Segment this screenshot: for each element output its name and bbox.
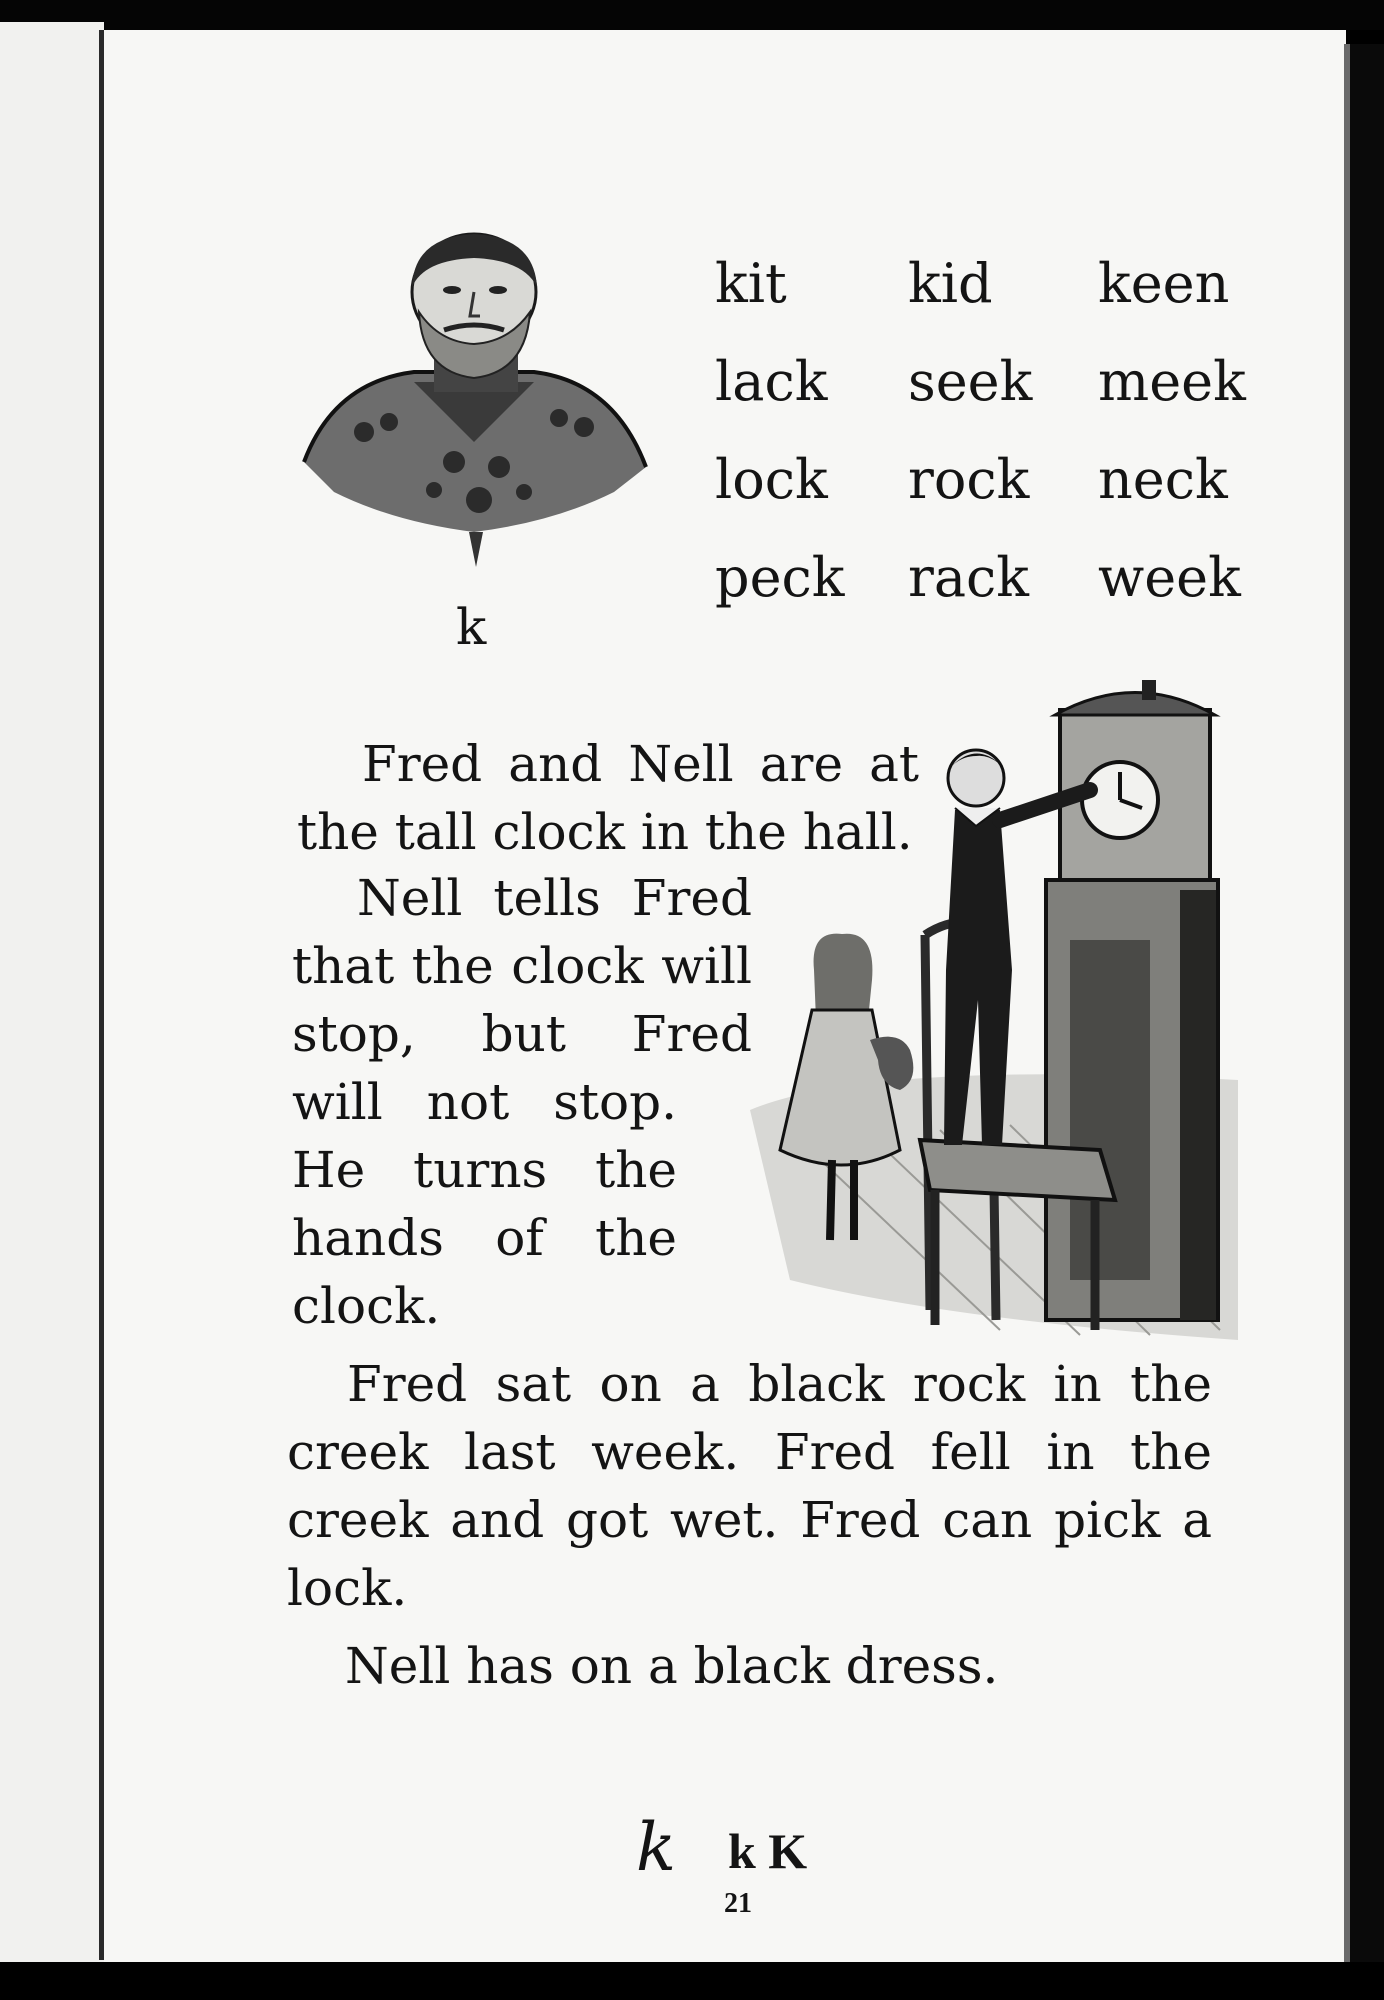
word: keen <box>1098 252 1230 315</box>
word: neck <box>1098 448 1228 511</box>
paragraph-line: will not stop. <box>292 1073 677 1131</box>
script-letter: k <box>636 1809 676 1886</box>
paragraph-line: He turns the <box>292 1141 677 1199</box>
word: seek <box>908 350 1033 413</box>
page-number: 21 <box>724 1888 752 1919</box>
paragraph-line: hands of the <box>292 1209 677 1267</box>
word: meek <box>1098 350 1246 413</box>
paragraph: Fred and Nell are at the tall clock in the hall. <box>297 735 919 861</box>
word-row <box>715 350 1255 448</box>
word: kid <box>908 252 993 315</box>
word: kit <box>715 252 787 315</box>
word-row <box>715 546 1255 644</box>
word: rock <box>908 448 1030 511</box>
word-row <box>715 252 1255 350</box>
word-row <box>715 448 1255 546</box>
scan-border-bottom <box>0 1962 1384 2000</box>
paragraph: Nell has on a black dress. <box>345 1637 999 1695</box>
word: peck <box>715 546 845 609</box>
engraved-portrait-icon <box>294 232 654 602</box>
paragraph-line: Nell tells Fred <box>357 869 752 927</box>
word: lack <box>715 350 828 413</box>
paragraph-line: clock. <box>292 1277 441 1335</box>
left-page-edge <box>0 22 104 1964</box>
portrait-letter-label: k <box>456 598 487 656</box>
paragraph-line: stop, but Fred <box>292 1005 752 1063</box>
word-grid <box>715 252 1255 644</box>
paragraph-line: that the clock will <box>292 937 752 995</box>
scan-border-top <box>0 0 1384 30</box>
word: rack <box>908 546 1029 609</box>
right-page-edge <box>1344 44 1384 1962</box>
paragraph <box>292 864 752 1340</box>
print-letters: k K <box>728 1823 808 1879</box>
word: lock <box>715 448 828 511</box>
paragraph: Fred sat on a black rock in the creek last week. Fred fell in the creek and got wet. Fred can pick a lock. <box>287 1355 1212 1617</box>
word: week <box>1098 546 1241 609</box>
